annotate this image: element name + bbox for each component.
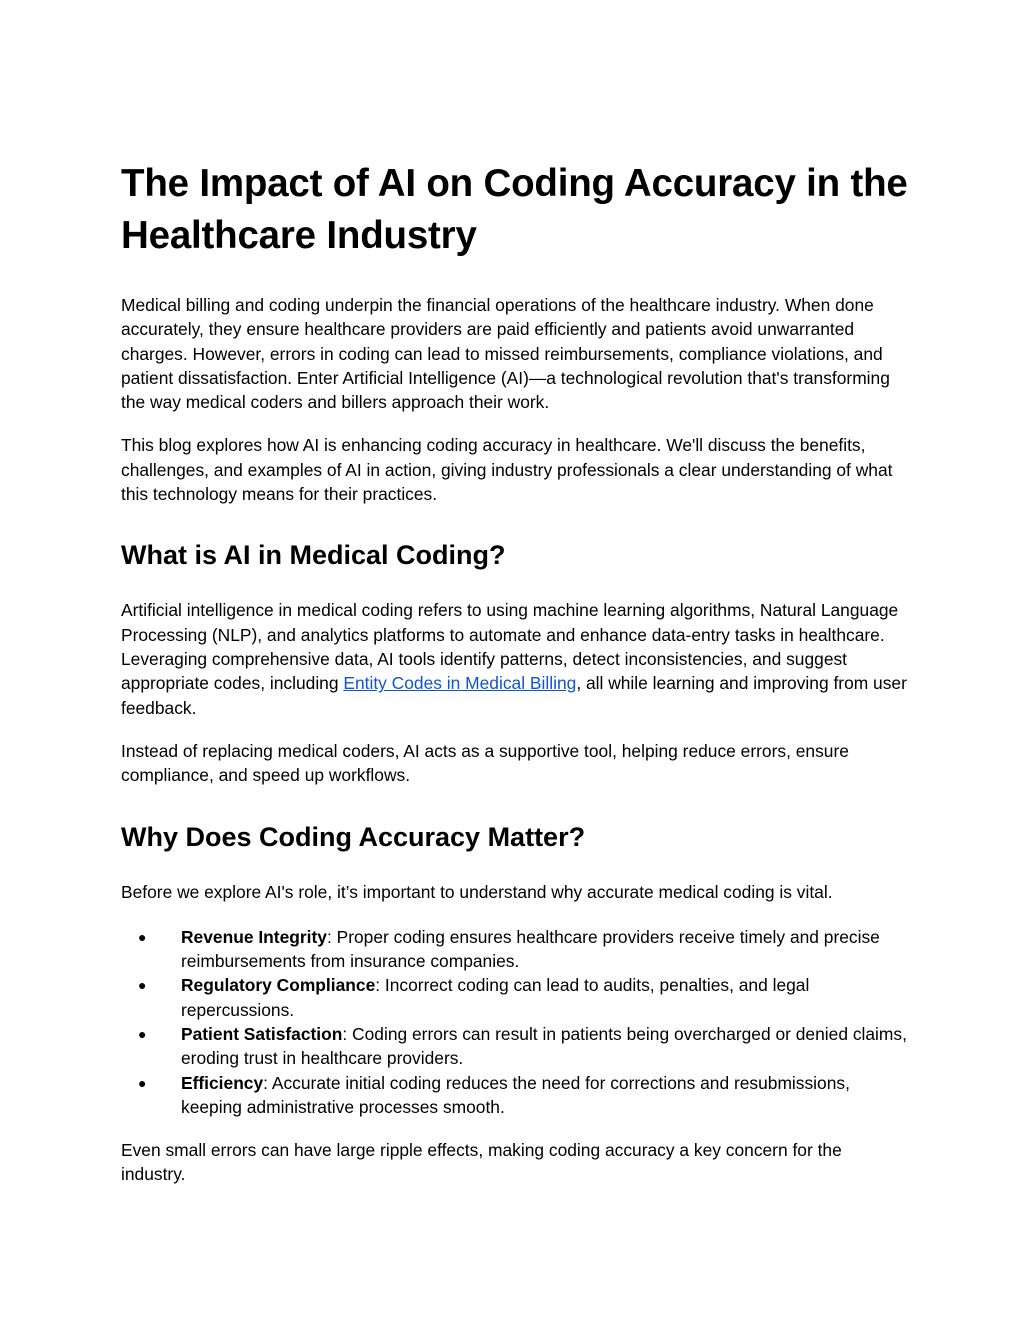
list-item-term: Patient Satisfaction — [181, 1023, 343, 1044]
section2-closing-paragraph: Even small errors can have large ripple effects, making coding accuracy a key concern for the industry. — [121, 1140, 842, 1185]
bullet-icon: ● — [138, 928, 147, 945]
section1-paragraph-1-text-b: , all while learning and improving from user feedback. — [121, 673, 907, 718]
list-item-text: : Coding errors can result in patients being overcharged or denied claims, eroding trust in healthcare providers. — [181, 1023, 907, 1069]
list-item — [121, 973, 911, 1022]
bullet-icon: ● — [138, 1025, 147, 1042]
accuracy-reasons-list — [121, 925, 911, 1119]
list-item-term: Regulatory Compliance — [181, 975, 376, 996]
list-item-term: Efficiency — [181, 1072, 264, 1093]
document-page — [121, 158, 911, 1206]
bullet-icon: ● — [138, 977, 147, 994]
list-item-term: Revenue Integrity — [181, 926, 327, 947]
section2-paragraph-1: Before we explore AI's role, it’s important to understand why accurate medical coding is vital. — [121, 882, 833, 903]
section1-paragraph-2: Instead of replacing medical coders, AI acts as a supportive tool, helping reduce errors, ensure compliance, and speed up workflows. — [121, 740, 849, 786]
list-item — [121, 1071, 911, 1120]
intro-paragraph-1: Medical billing and coding underpin the financial operations of the healthcare industry. When done accurately, they ensure healthcare providers are paid efficiently and patients avoid unwarranted charges. However, errors in coding can lead to missed reimbursements, compliance violations, and patient dissatisfaction. Enter Artificial Intelligence (AI)—a technological revolution that's transforming the way medical coders and billers approach their work. — [121, 295, 890, 413]
section1-paragraph-1 — [121, 598, 911, 719]
section-heading-what-is-ai: What is AI in Medical Coding? — [121, 540, 506, 571]
list-item-text: : Incorrect coding can lead to audits, penalties, and legal repercussions. — [181, 975, 810, 1020]
section1-paragraph-1-text-a: Artificial intelligence in medical coding refers to using machine learning algorithms, Natural Language Processing (NLP), and analytics platforms to automate and enhance data-entry tasks in healthcare. Leveraging comprehensive data, AI tools identify patterns, detect inconsistencies, and suggest appropriate codes, including — [121, 600, 899, 694]
section-heading-why-accuracy: Why Does Coding Accuracy Matter? — [121, 822, 586, 853]
list-item-text: : Accurate initial coding reduces the need for corrections and resubmissions, keeping administrative processes smooth. — [181, 1072, 850, 1117]
list-item — [121, 925, 911, 974]
intro-paragraph-2: This blog explores how AI is enhancing coding accuracy in healthcare. We'll discuss the benefits, challenges, and examples of AI in action, giving industry professionals a clear understanding of what this technology means for their practices. — [121, 435, 893, 505]
bullet-icon: ● — [138, 1074, 147, 1091]
page-title: The Impact of AI on Coding Accuracy in the Healthcare Industry — [121, 162, 908, 257]
list-item-text: : Proper coding ensures healthcare providers receive timely and precise reimbursements from insurance companies. — [181, 926, 880, 972]
entity-codes-link[interactable]: Entity Codes in Medical Billing — [343, 673, 577, 694]
list-item — [121, 1022, 911, 1071]
